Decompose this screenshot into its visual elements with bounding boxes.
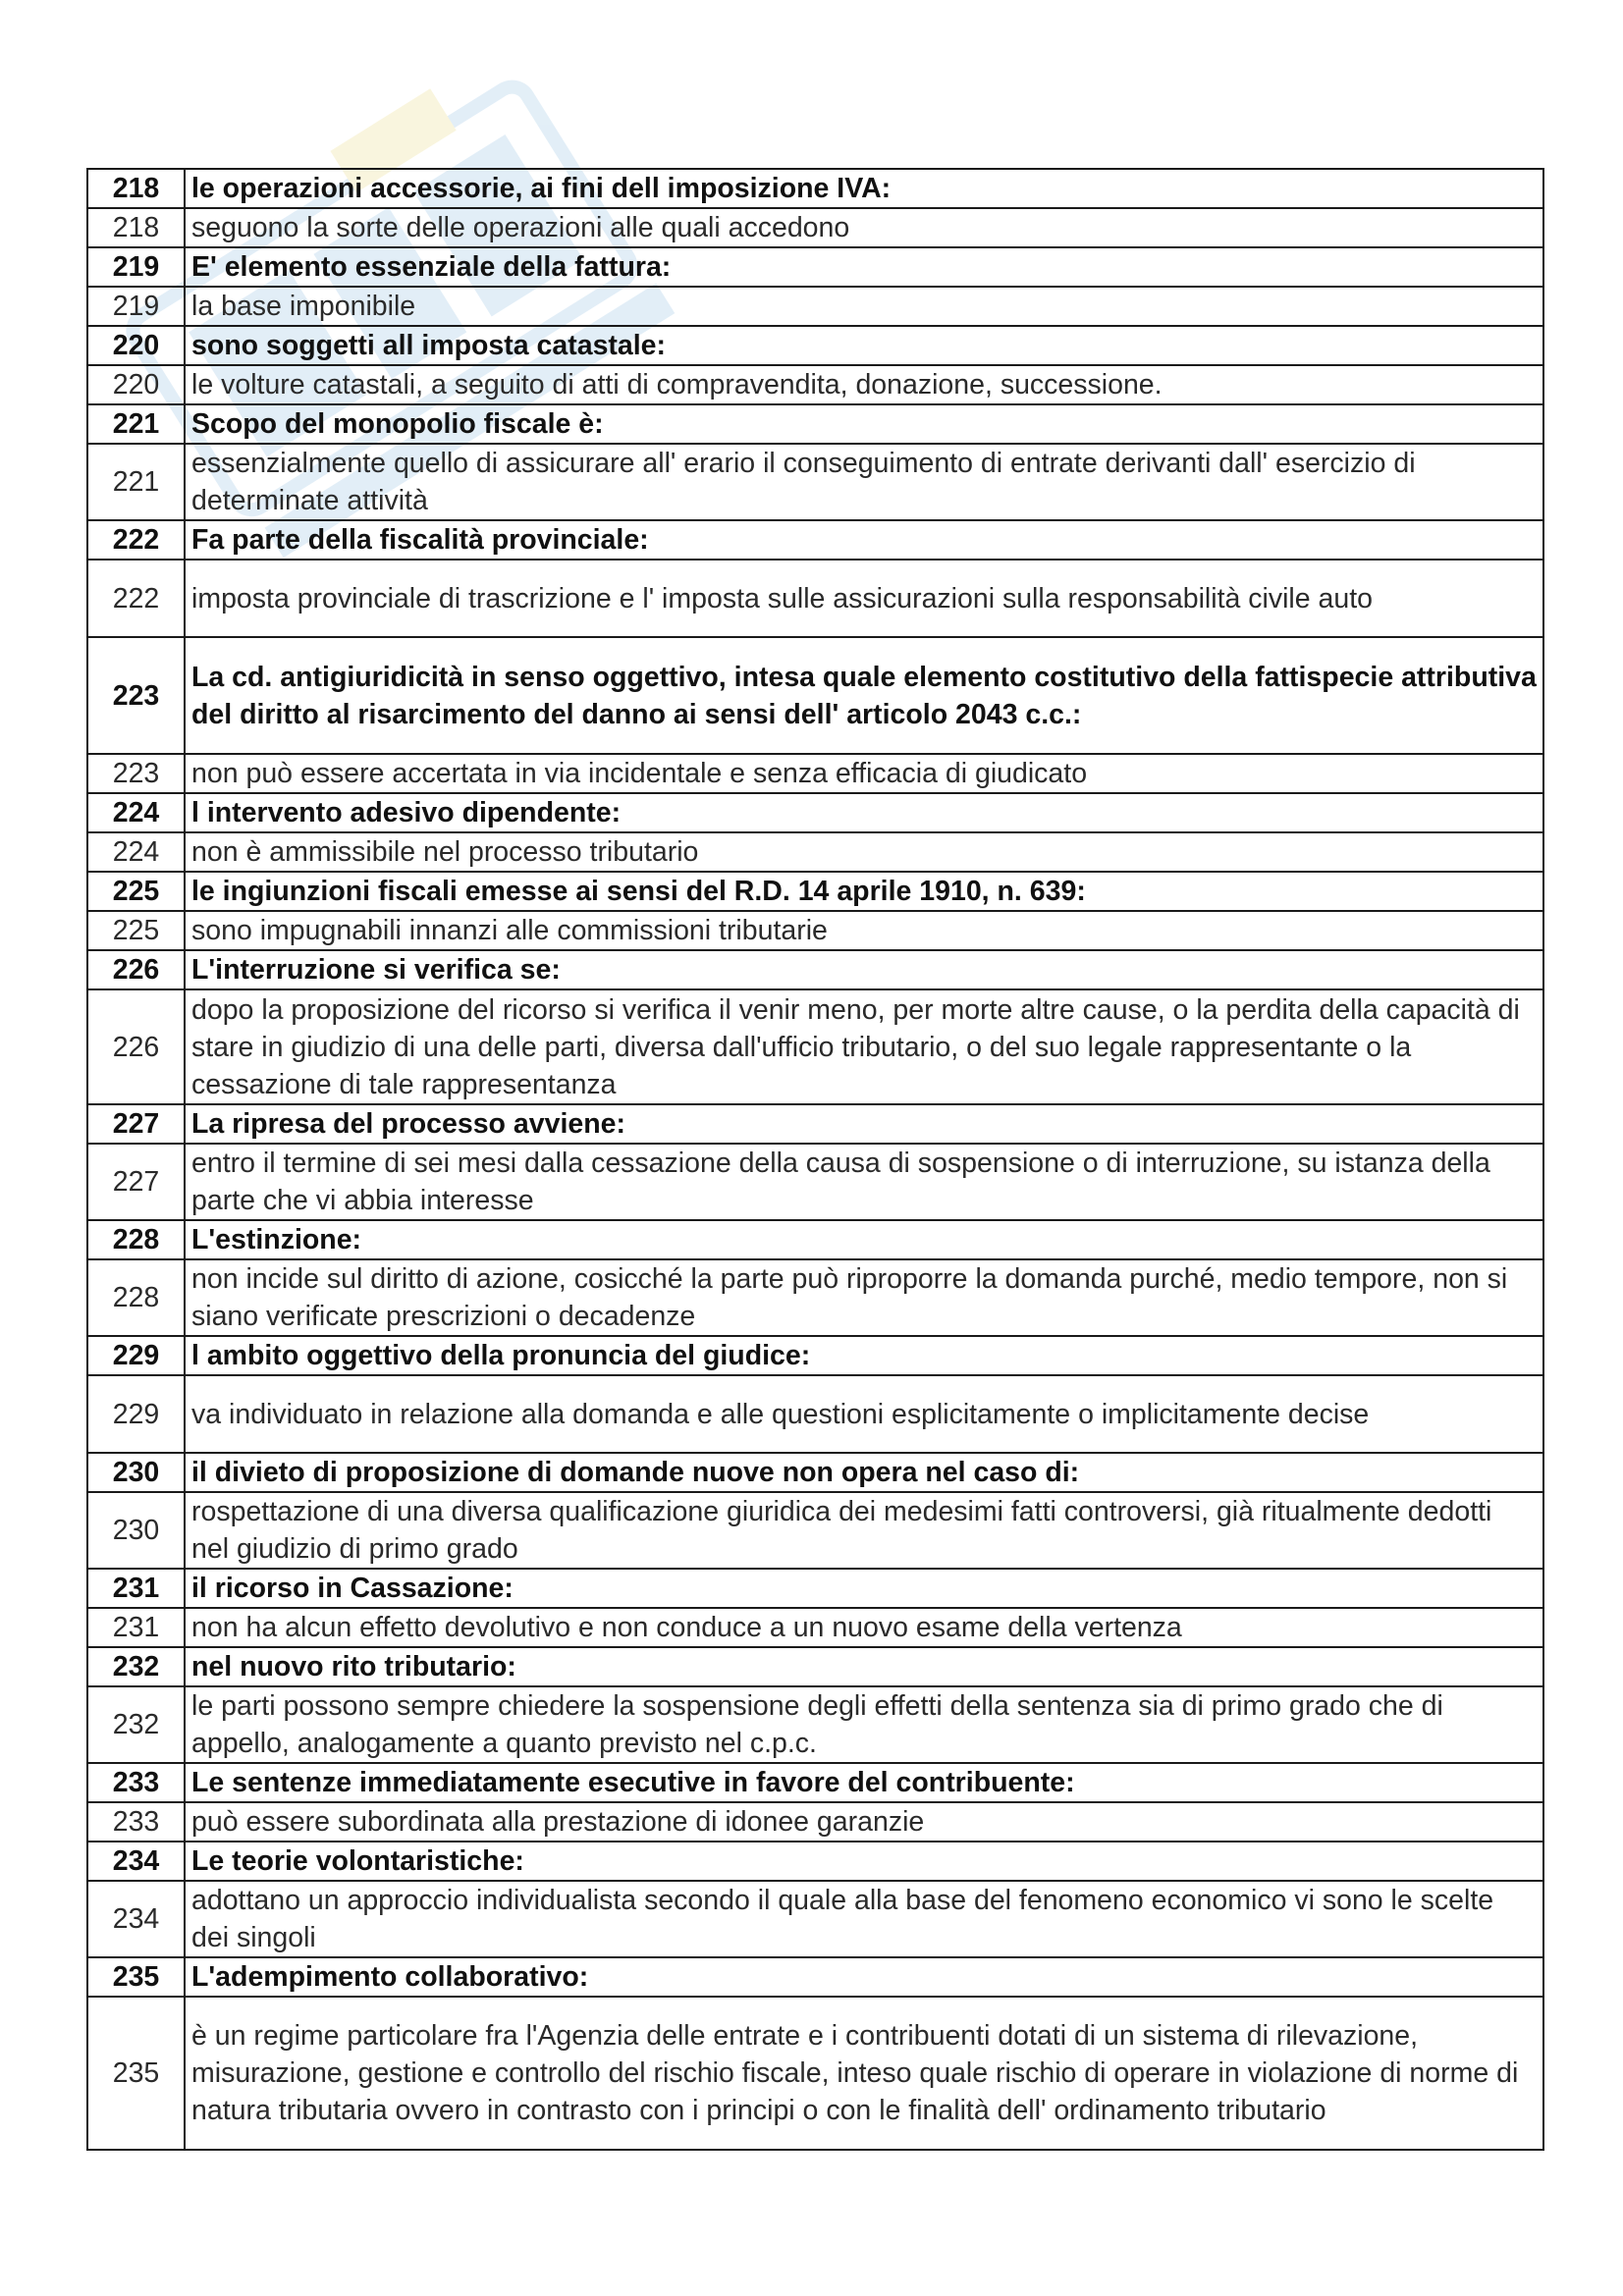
item-number: 225 (87, 911, 185, 950)
item-number: 218 (87, 169, 185, 208)
item-number: 219 (87, 287, 185, 326)
question-answer-table-body (87, 169, 1543, 2150)
item-number: 231 (87, 1569, 185, 1608)
answer-row (87, 989, 1543, 1104)
item-number: 229 (87, 1336, 185, 1375)
answer-row (87, 1608, 1543, 1647)
question-row (87, 1763, 1543, 1802)
item-number: 228 (87, 1220, 185, 1259)
item-number: 234 (87, 1881, 185, 1957)
question-text: Scopo del monopolio fiscale è: (185, 404, 1543, 444)
question-text: il ricorso in Cassazione: (185, 1569, 1543, 1608)
answer-text: rospettazione di una diversa qualificazione giuridica dei medesimi fatti controversi, già ritualmente dedotti nel giudizio di primo grado (185, 1492, 1543, 1569)
item-number: 223 (87, 754, 185, 793)
item-number: 219 (87, 247, 185, 287)
item-number: 232 (87, 1686, 185, 1763)
item-number: 230 (87, 1492, 185, 1569)
answer-text: entro il termine di sei mesi dalla cessazione della causa di sospensione o di interruzione, su istanza della parte che vi abbia interesse (185, 1144, 1543, 1220)
answer-text: le volture catastali, a seguito di atti di compravendita, donazione, successione. (185, 365, 1543, 404)
answer-text: imposta provinciale di trascrizione e l' imposta sulle assicurazioni sulla responsabilità civile auto (185, 560, 1543, 637)
item-number: 224 (87, 832, 185, 872)
answer-row (87, 911, 1543, 950)
question-row (87, 169, 1543, 208)
question-row (87, 247, 1543, 287)
question-text: le ingiunzioni fiscali emesse ai sensi del R.D. 14 aprile 1910, n. 639: (185, 872, 1543, 911)
item-number: 220 (87, 365, 185, 404)
question-text: Le sentenze immediatamente esecutive in favore del contribuente: (185, 1763, 1543, 1802)
question-row (87, 520, 1543, 560)
item-number: 227 (87, 1104, 185, 1144)
answer-row (87, 287, 1543, 326)
question-row (87, 404, 1543, 444)
answer-text: è un regime particolare fra l'Agenzia delle entrate e i contribuenti dotati di un sistema di rilevazione, misurazione, gestione e controllo del rischio fiscale, inteso quale rischio di operare in violazione di norme di natura tributaria ovvero in contrasto con i principi o con le finalità dell' ordinamento tributario (185, 1997, 1543, 2150)
item-number: 222 (87, 520, 185, 560)
question-text: sono soggetti all imposta catastale: (185, 326, 1543, 365)
question-text: E' elemento essenziale della fattura: (185, 247, 1543, 287)
question-row (87, 1336, 1543, 1375)
answer-row (87, 560, 1543, 637)
item-number: 233 (87, 1763, 185, 1802)
answer-row (87, 1802, 1543, 1842)
question-text: La cd. antigiuridicità in senso oggettivo, intesa quale elemento costitutivo della fattispecie attributiva del diritto al risarcimento del danno ai sensi dell' articolo 2043 c.c.: (185, 637, 1543, 754)
answer-row (87, 1686, 1543, 1763)
answer-text: non è ammissibile nel processo tributario (185, 832, 1543, 872)
answer-text: la base imponibile (185, 287, 1543, 326)
answer-row (87, 1375, 1543, 1453)
question-text: La ripresa del processo avviene: (185, 1104, 1543, 1144)
item-number: 235 (87, 1957, 185, 1997)
answer-text: dopo la proposizione del ricorso si verifica il venir meno, per morte altre cause, o la perdita della capacità di stare in giudizio di una delle parti, diversa dall'ufficio tributario, o del suo legale rappresentante o la cessazione di tale rappresentanza (185, 989, 1543, 1104)
question-text: L'estinzione: (185, 1220, 1543, 1259)
item-number: 232 (87, 1647, 185, 1686)
item-number: 226 (87, 989, 185, 1104)
question-text: l ambito oggettivo della pronuncia del giudice: (185, 1336, 1543, 1375)
question-text: L'adempimento collaborativo: (185, 1957, 1543, 1997)
answer-row (87, 754, 1543, 793)
item-number: 228 (87, 1259, 185, 1336)
item-number: 225 (87, 872, 185, 911)
answer-text: sono impugnabili innanzi alle commissioni tributarie (185, 911, 1543, 950)
question-row (87, 950, 1543, 989)
question-text: il divieto di proposizione di domande nuove non opera nel caso di: (185, 1453, 1543, 1492)
item-number: 231 (87, 1608, 185, 1647)
question-text: le operazioni accessorie, ai fini dell imposizione IVA: (185, 169, 1543, 208)
answer-row (87, 1997, 1543, 2150)
item-number: 224 (87, 793, 185, 832)
question-row (87, 793, 1543, 832)
answer-text: non incide sul diritto di azione, cosicché la parte può riproporre la domanda purché, medio tempore, non si siano verificate prescrizioni o decadenze (185, 1259, 1543, 1336)
answer-text: essenzialmente quello di assicurare all' erario il conseguimento di entrate derivanti dall' esercizio di determinate attività (185, 444, 1543, 520)
item-number: 218 (87, 208, 185, 247)
question-row (87, 1569, 1543, 1608)
answer-row (87, 1492, 1543, 1569)
answer-text: le parti possono sempre chiedere la sospensione degli effetti della sentenza sia di primo grado che di appello, analogamente a quanto previsto nel c.p.c. (185, 1686, 1543, 1763)
item-number: 223 (87, 637, 185, 754)
answer-row (87, 1881, 1543, 1957)
question-text: nel nuovo rito tributario: (185, 1647, 1543, 1686)
question-text: Fa parte della fiscalità provinciale: (185, 520, 1543, 560)
answer-row (87, 1144, 1543, 1220)
answer-text: seguono la sorte delle operazioni alle quali accedono (185, 208, 1543, 247)
answer-text: non ha alcun effetto devolutivo e non conduce a un nuovo esame della vertenza (185, 1608, 1543, 1647)
question-row (87, 1842, 1543, 1881)
answer-row (87, 444, 1543, 520)
question-row (87, 1957, 1543, 1997)
item-number: 221 (87, 444, 185, 520)
item-number: 220 (87, 326, 185, 365)
answer-row (87, 832, 1543, 872)
question-row (87, 872, 1543, 911)
item-number: 234 (87, 1842, 185, 1881)
answer-text: adottano un approccio individualista secondo il quale alla base del fenomeno economico vi sono le scelte dei singoli (185, 1881, 1543, 1957)
question-text: Le teorie volontaristiche: (185, 1842, 1543, 1881)
item-number: 222 (87, 560, 185, 637)
item-number: 227 (87, 1144, 185, 1220)
item-number: 226 (87, 950, 185, 989)
answer-row (87, 365, 1543, 404)
question-row (87, 1647, 1543, 1686)
question-text: l intervento adesivo dipendente: (185, 793, 1543, 832)
answer-text: non può essere accertata in via incidentale e senza efficacia di giudicato (185, 754, 1543, 793)
item-number: 230 (87, 1453, 185, 1492)
question-answer-table (86, 168, 1544, 2151)
item-number: 229 (87, 1375, 185, 1453)
answer-row (87, 1259, 1543, 1336)
item-number: 221 (87, 404, 185, 444)
answer-row (87, 208, 1543, 247)
question-row (87, 326, 1543, 365)
answer-text: va individuato in relazione alla domanda e alle questioni esplicitamente o implicitamente decise (185, 1375, 1543, 1453)
question-row (87, 1104, 1543, 1144)
item-number: 235 (87, 1997, 185, 2150)
answer-text: può essere subordinata alla prestazione di idonee garanzie (185, 1802, 1543, 1842)
question-text: L'interruzione si verifica se: (185, 950, 1543, 989)
item-number: 233 (87, 1802, 185, 1842)
question-row (87, 637, 1543, 754)
question-row (87, 1220, 1543, 1259)
question-row (87, 1453, 1543, 1492)
